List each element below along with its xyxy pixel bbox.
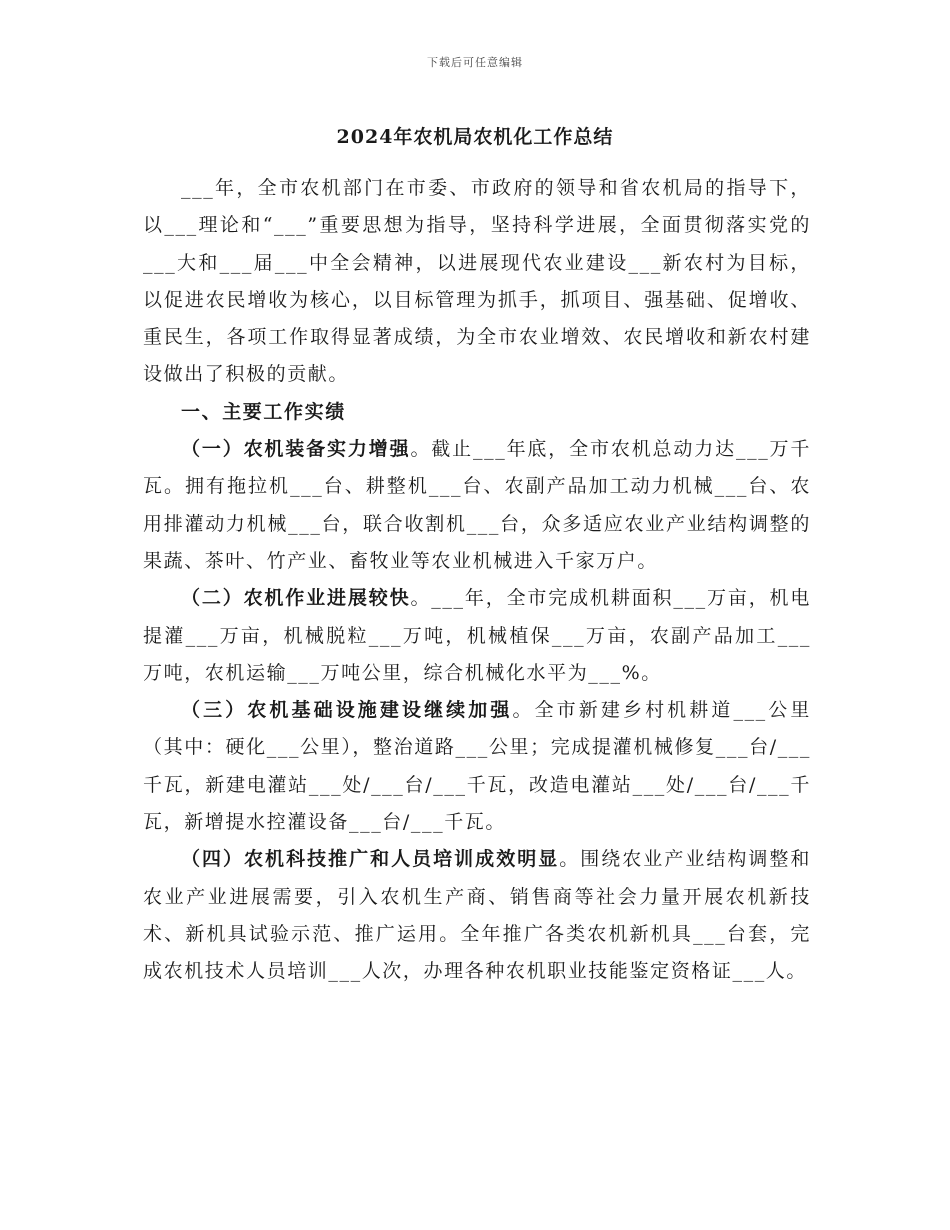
item-paragraph-4	[143, 841, 811, 990]
intro-paragraph: ___年，全市农机部门在市委、市政府的领导和省农机局的指导下，以___理论和“___”重要思想为指导，坚持科学进展，全面贯彻落实党的___大和___届___中全会精神，以进展现代农业建设___新农村为目标，以促进农民增收为核心，以目标管理为抓手，抓项目、强基础、促增收、重民生，各项工作取得显著成绩，为全市农业增效、农民增收和新农村建设做出了积极的贡献。	[143, 177, 811, 386]
document-body	[143, 170, 811, 991]
item-lead-1: （一）农机装备实力增强	[181, 438, 411, 461]
section-heading: 一、主要工作实绩	[181, 400, 346, 423]
page-header-note: 下载后可任意编辑	[427, 56, 523, 69]
item-paragraph-3	[143, 692, 811, 841]
item-body-4: 。围绕农业产业结构调整和农业产业进展需要，引入农机生产商、销售商等社会力量开展农机新技术、新机具试验示范、推广运用。全年推广各类农机新机具___台套，完成农机技术人员培训___人次，办理各种农机职业技能鉴定资格证___人。	[143, 848, 811, 983]
item-lead-4: （四）农机科技推广和人员培训成效明显	[181, 848, 560, 871]
item-paragraph-2	[143, 580, 811, 692]
item-lead-3: （三）农机基础设施建设继续加强	[181, 699, 513, 722]
document-title: 2024年农机局农机化工作总结	[336, 126, 614, 148]
item-paragraph-1	[143, 431, 811, 580]
item-body-3: 。全市新建乡村机耕道___公里（其中：硬化___公里），整治道路___公里；完成提灌机械修复___台/___千瓦，新建电灌站___处/___台/___千瓦，改造电灌站___处/___台/___千瓦，新增提水控灌设备___台/___千瓦。	[143, 699, 811, 834]
item-lead-2: （二）农机作业进展较快	[181, 587, 411, 610]
item-body-1: 。截止___年底，全市农机总动力达___万千瓦。拥有拖拉机___台、耕整机___台、农副产品加工动力机械___台、农用排灌动力机械___台，联合收割机___台，众多适应农业产业结构调整的果蔬、茶叶、竹产业、畜牧业等农业机械进入千家万户。	[143, 438, 812, 572]
item-body-2: 。___年，全市完成机耕面积___万亩，机电提灌___万亩，机械脱粒___万吨，机械植保___万亩，农副产品加工___万吨，农机运输___万吨公里，综合机械化水平为___%。	[143, 587, 812, 684]
